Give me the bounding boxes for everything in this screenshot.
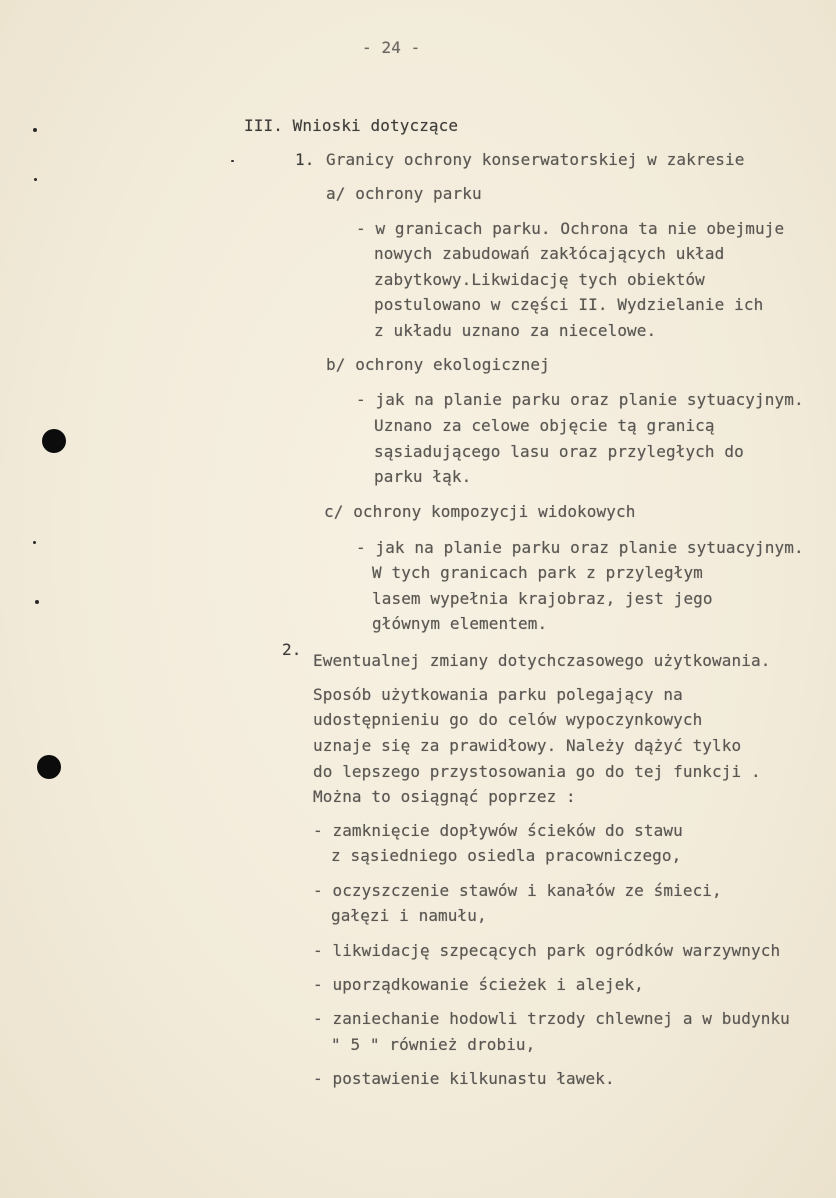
margin-speck (34, 178, 37, 181)
subsection-a-line: nowych zabudowań zakłócających układ (374, 244, 725, 263)
subsection-b-line: parku łąk. (374, 467, 472, 486)
list-item: - zaniechanie hodowli trzody chlewnej a w budynku (313, 1009, 790, 1028)
subsection-a-line: - w granicach parku. Ochrona ta nie obejmuje (356, 219, 785, 238)
page-number: - 24 - (362, 38, 421, 57)
section-2-paragraph-line: Można to osiągnąć poprzez : (313, 787, 576, 806)
section-2-paragraph-line: do lepszego przystosowania go do tej funkcji . (313, 762, 761, 781)
section-2-number: 2. (282, 640, 302, 659)
subsection-c-line: lasem wypełnia krajobraz, jest jego (372, 589, 713, 608)
list-item: - zamknięcie dopływów ścieków do stawu (313, 821, 683, 840)
section-2-title: Ewentualnej zmiany dotychczasowego użytkowania. (313, 651, 771, 670)
margin-speck (231, 160, 234, 162)
list-item: - oczyszczenie stawów i kanałów ze śmieci, (313, 881, 722, 900)
subsection-a-line: zabytkowy.Likwidację tych obiektów (374, 270, 705, 289)
punch-hole-top (42, 429, 66, 453)
list-item-continuation: z sąsiedniego osiedla pracowniczego, (331, 846, 682, 865)
subsection-a-label: a/ ochrony parku (326, 184, 482, 203)
subsection-b-line: Uznano za celowe objęcie tą granicą (374, 416, 715, 435)
list-item: - postawienie kilkunastu ławek. (313, 1069, 615, 1088)
subsection-a-line: postulowano w części II. Wydzielanie ich (374, 295, 764, 314)
list-item: - likwidację szpecących park ogródków warzywnych (313, 941, 781, 960)
margin-speck (33, 541, 36, 544)
section-2-paragraph-line: udostępnieniu go do celów wypoczynkowych (313, 710, 703, 729)
margin-speck (35, 600, 39, 604)
punch-hole-bottom (37, 755, 61, 779)
list-item-continuation: gałęzi i namułu, (331, 906, 487, 925)
subsection-c-line: - jak na planie parku oraz planie sytuacyjnym. (356, 538, 804, 557)
subsection-b-line: - jak na planie parku oraz planie sytuacyjnym. (356, 390, 804, 409)
subsection-a-line: z układu uznano za niecelowe. (374, 321, 657, 340)
section-2-paragraph-line: Sposób użytkowania parku polegający na (313, 685, 683, 704)
subsection-b-line: sąsiadującego lasu oraz przyległych do (374, 442, 744, 461)
list-item: - uporządkowanie ścieżek i alejek, (313, 975, 644, 994)
margin-speck (33, 128, 37, 132)
subsection-c-line: W tych granicach park z przyległym (372, 563, 703, 582)
subsection-b-label: b/ ochrony ekologicznej (326, 355, 550, 374)
subsection-c-label: c/ ochrony kompozycji widokowych (324, 502, 636, 521)
section-1-title: Granicy ochrony konserwatorskiej w zakresie (326, 150, 745, 169)
section-2-paragraph-line: uznaje się za prawidłowy. Należy dążyć tylko (313, 736, 742, 755)
section-1-number: 1. (295, 150, 315, 169)
section-heading: III. Wnioski dotyczące (244, 116, 459, 135)
subsection-c-line: głównym elementem. (372, 614, 548, 633)
list-item-continuation: " 5 " również drobiu, (331, 1035, 536, 1054)
